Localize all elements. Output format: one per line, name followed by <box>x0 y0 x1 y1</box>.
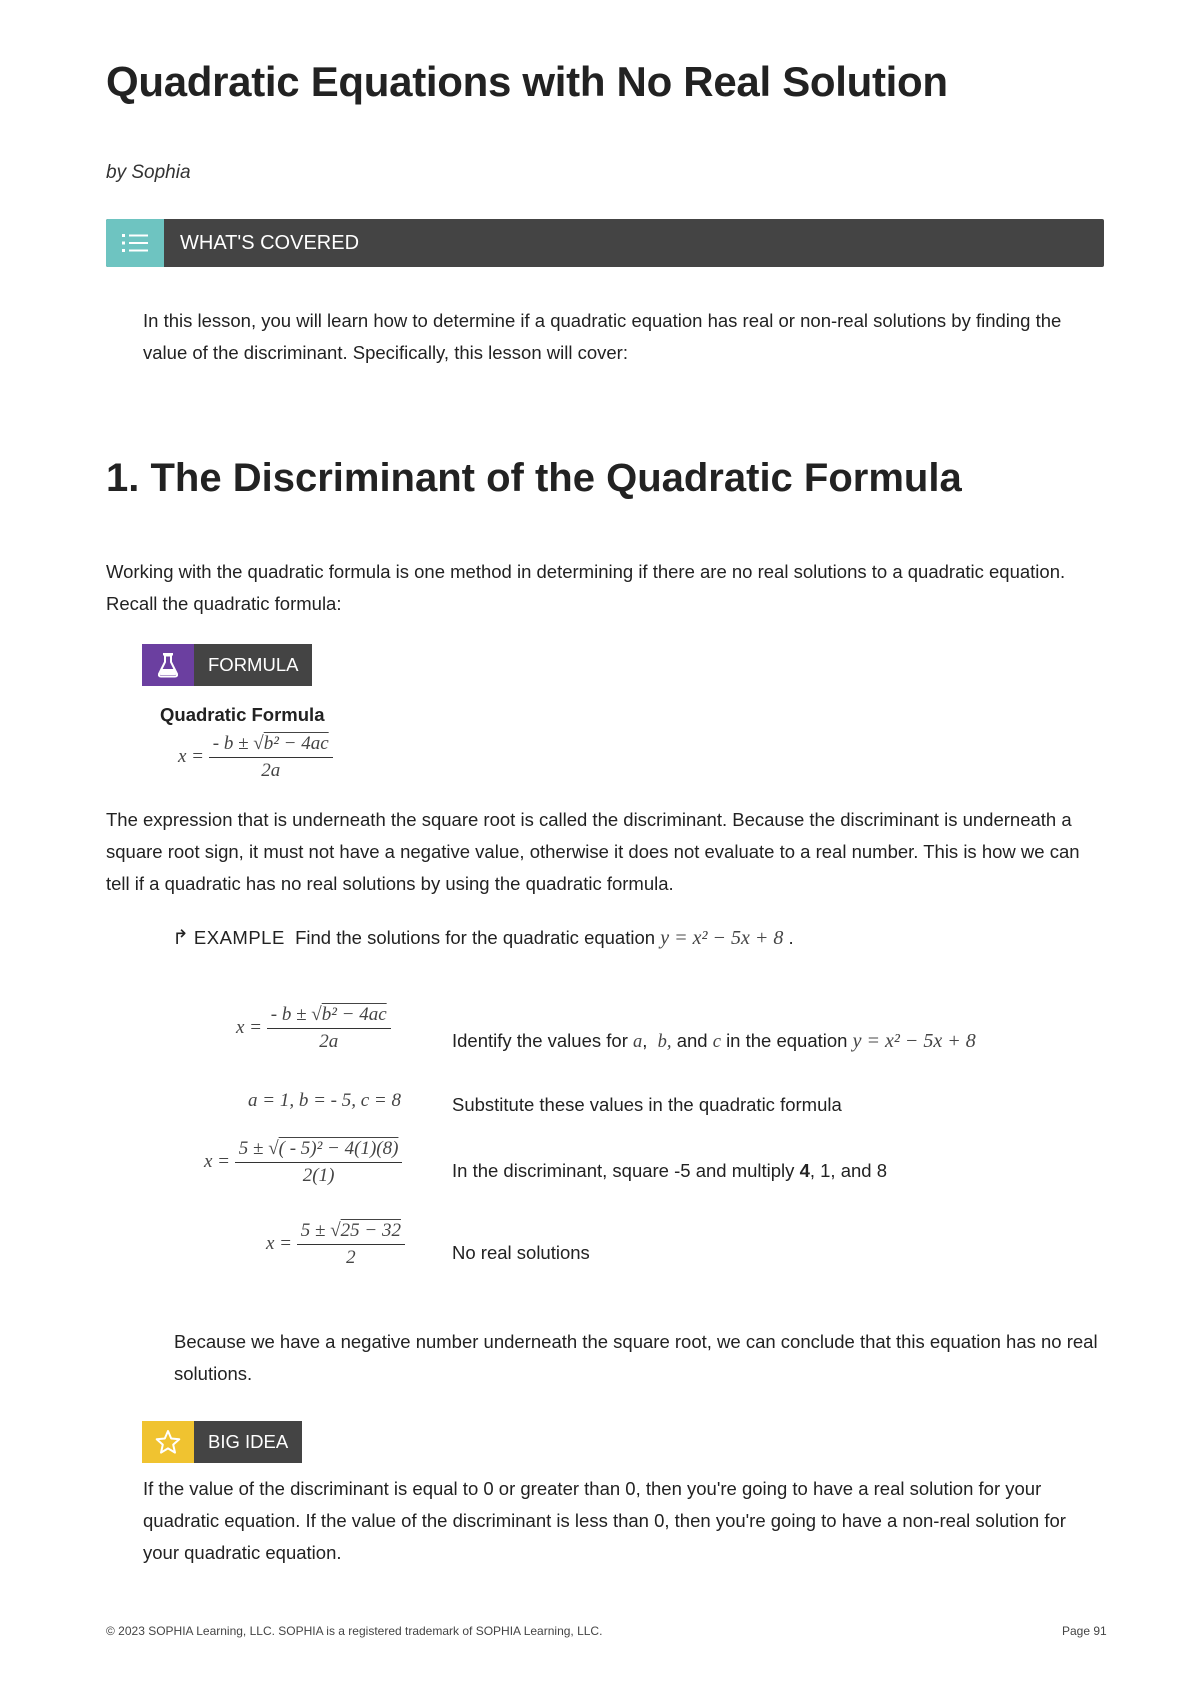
example-equation: y = x² − 5x + 8 <box>660 927 784 949</box>
example-label: EXAMPLE <box>193 927 285 948</box>
whats-covered-label: WHAT'S COVERED <box>180 231 360 254</box>
example-prompt: ↱ EXAMPLE Find the solutions for the quadratic equation y = x² − 5x + 8 . <box>172 927 794 949</box>
big-idea-text: If the value of the discriminant is equal to 0 or greater than 0, then you're going to have a real solution for your quadratic equation. If the value of the discriminant is less than 0, then you're going to have a non-real solution for your quadratic equation. <box>143 1478 1066 1563</box>
quadratic-formula: x = $\frac{\text{- b ± √b² − 4ac}}{2a}$ <box>178 733 333 782</box>
step-1-math: x = $\frac{\text{- b ± √b² − 4ac}}{2a}$ <box>236 1004 391 1053</box>
step-3-text: In the discriminant, square -5 and multiply 4, 1, and 8 <box>452 1160 888 1181</box>
example-prompt-text: Find the solutions for the quadratic equation <box>295 927 656 948</box>
formula-name: Quadratic Formula <box>160 704 325 725</box>
page-number: Page 91 <box>1062 1624 1107 1638</box>
list-icon <box>106 219 164 267</box>
step-4-math: x = $\frac{5 \pm √25 - 32}{2}$ <box>266 1220 405 1269</box>
formula-tag-label: FORMULA <box>194 644 312 686</box>
conclusion-text: Because we have a negative number underneath the square root, we can conclude that this equation has no real solutions. <box>174 1331 1098 1384</box>
section-heading: 1. The Discriminant of the Quadratic Formula <box>106 456 962 500</box>
footer-copyright: © 2023 SOPHIA Learning, LLC. SOPHIA is a registered trademark of SOPHIA Learning, LLC. <box>106 1624 603 1638</box>
discriminant-text: The expression that is underneath the square root is called the discriminant. Because the discriminant is underneath a square root sign, it must not have a negative value, otherwise it does not evaluate to a real number. This is how we can tell if a quadratic has no real solutions by using the quadratic formula. <box>106 809 1080 894</box>
page-title: Quadratic Equations with No Real Solution <box>106 58 948 105</box>
arrow-icon: ↱ <box>172 927 189 949</box>
step-3-math: x = $\frac{\text{5 ± √( - 5)² − 4(1)(8)}}{2(1)}$ <box>204 1138 402 1187</box>
byline: by Sophia <box>106 162 191 183</box>
whats-covered-bar <box>106 219 1104 267</box>
formula-tag <box>142 644 312 686</box>
step-2-text: Substitute these values in the quadratic formula <box>452 1094 842 1115</box>
big-idea-label: BIG IDEA <box>194 1421 302 1463</box>
big-idea-tag <box>142 1421 302 1463</box>
step-4-text: No real solutions <box>452 1242 590 1263</box>
flask-icon <box>142 644 194 686</box>
step-1-text: Identify the values for a, b, and c in the equation y = x² − 5x + 8 <box>452 1030 976 1052</box>
step-2-math: a = 1, b = - 5, c = 8 <box>248 1090 401 1111</box>
star-icon <box>142 1421 194 1463</box>
section-intro-text: Working with the quadratic formula is one method in determining if there are no real solutions to a quadratic equation. Recall the quadratic formula: <box>106 561 1066 614</box>
covered-intro-text: In this lesson, you will learn how to determine if a quadratic equation has real or non-real solutions by finding the value of the discriminant. Specifically, this lesson will cover: <box>143 310 1062 363</box>
